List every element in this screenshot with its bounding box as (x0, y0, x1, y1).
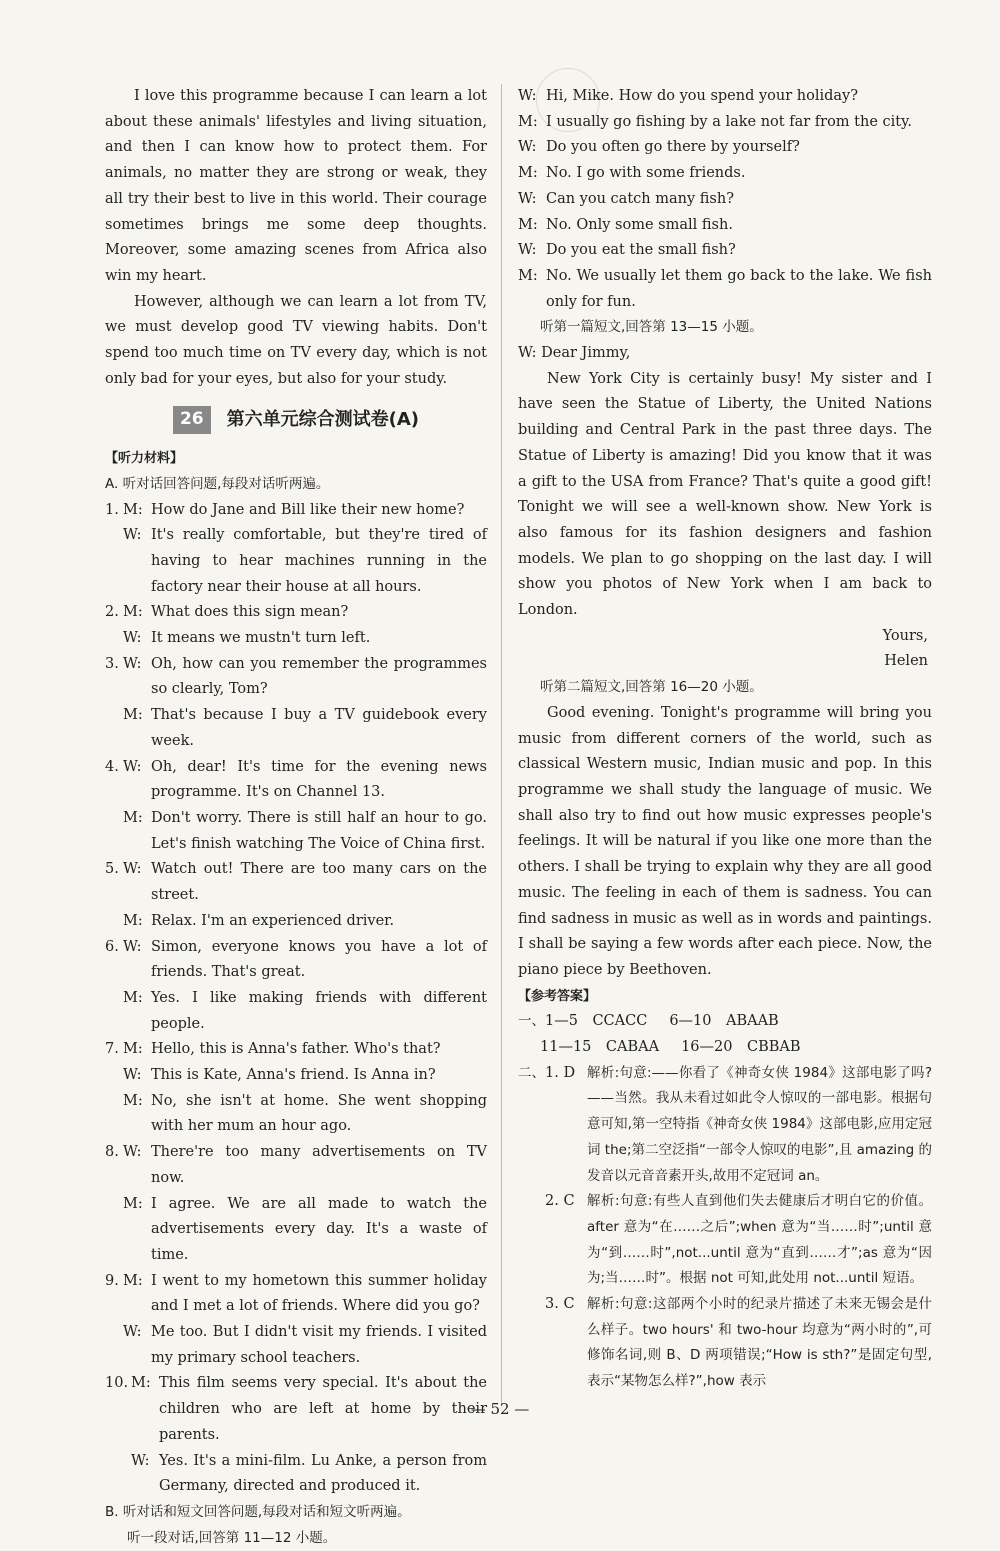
line-text: Hi, Mike. How do you spend your holiday? (546, 88, 859, 104)
speaker: M: (123, 1092, 143, 1109)
explanation-list (545, 1061, 932, 1395)
passage2-instruction: 听第二篇短文,回答第 16—20 小题。 (540, 679, 763, 696)
part-b-subinstruction: 听一段对话,回答第 11—12 小题。 (127, 1529, 337, 1546)
item-number: 10. (105, 1375, 129, 1392)
dialogue-reply (131, 1449, 487, 1500)
essay-paragraph: However, although we can learn a lot from TV, we must develop good TV viewing habits. Don't spend too much time on TV every day, which is not only bad for your eyes, but also for your study. (105, 293, 487, 387)
dialogue-item (105, 857, 487, 908)
dialogue-item (105, 652, 487, 703)
listening-heading: 【听力材料】 (105, 451, 184, 467)
answer-group: 11—15 CABAA (540, 1039, 660, 1056)
dialogue-item (105, 600, 487, 626)
line-text: No, she isn't at home. She went shopping with her mum an hour ago. (151, 1092, 487, 1135)
dialogue-reply (123, 523, 487, 600)
line-text: What does this sign mean? (151, 604, 349, 621)
dialogue-line (518, 110, 932, 136)
speaker: M: (123, 912, 143, 929)
speaker: W: (131, 1452, 150, 1469)
speaker: M: (518, 216, 538, 233)
answer-section-label: 二、 (518, 1064, 545, 1081)
item-number: 2. (105, 604, 119, 621)
dialogue-line (518, 187, 932, 213)
explanation-text: 解析:句意:——你看了《神奇女侠 1984》这部电影了吗?——当然。我从未看过如此令人惊叹的一部电影。根据句意可知,第一空特指《神奇女侠 1984》这部电影,应用定冠词 the;第二空泛指“一部令人惊叹的电影”,且 amazing 的发音以元音音素开头,故用不定冠词 an。 (587, 1064, 933, 1184)
line-text: That's because I buy a TV guidebook every week. (151, 707, 487, 749)
answer-row (518, 1035, 932, 1061)
speaker: M: (123, 809, 143, 826)
line-text: Yes. I like making friends with different people. (151, 989, 487, 1032)
explanation-item (545, 1292, 932, 1395)
line-text: It's really comfortable, but they're tired of having to hear machines running in the factory near their house at all hours. (151, 527, 487, 595)
speaker: M: (123, 1272, 143, 1289)
speaker: M: (123, 707, 143, 724)
line-text: I usually go fishing by a lake not far from the city. (546, 113, 912, 130)
dialogue-item (105, 1140, 487, 1191)
speaker: W: (123, 1324, 142, 1341)
item-number: 4. (105, 758, 119, 775)
item-number: 5. (105, 861, 119, 878)
explanation-block (518, 1061, 932, 1395)
dialogue-line (518, 213, 932, 239)
explanation-item (545, 1061, 932, 1190)
dialogue-item (105, 755, 487, 806)
dialogue-line (518, 264, 932, 315)
page-number: — 52 — (470, 1400, 530, 1418)
item-number: 3. (105, 655, 119, 672)
explanation-text: 解析:句意:有些人直到他们失去健康后才明白它的价值。after 意为“在……之后”;when 意为“当……时”;until 意为“到……时”,not...until 意为“直到……才”;as 意为“因为;当……时”。根据 not 可知,此处用 not...until 短语。 (587, 1193, 932, 1287)
dialogue-line (518, 238, 932, 264)
dialogue-line (518, 135, 932, 161)
letter-closing: Yours, (882, 627, 928, 644)
speaker: M: (123, 501, 143, 518)
passage2-body: Good evening. Tonight's programme will bring you music from different corners of the world, such as classical Western music, Indian music and pop. In this programme we shall study the language of music. We shall also try to find out how music expresses people's feelings. It will be natural if you like one more than the others. I shall be trying to explain why they are all good music. The feeling in each of them is sadness. You can find sadness in music as well as in words and paintings. I shall be saying a few words after each piece. Now, the piano piece by Beethoven. (518, 704, 932, 978)
line-text: Do you often go there by yourself? (546, 139, 800, 156)
dialogue-item (105, 1269, 487, 1320)
dialogue-reply (123, 806, 487, 857)
speaker: M: (518, 113, 538, 130)
dialogue-reply (123, 1089, 487, 1140)
line-text: I agree. We are all made to watch the advertisements every day. It's a waste of time. (151, 1195, 487, 1263)
left-column (105, 84, 487, 1551)
speaker: M: (123, 604, 143, 621)
answer-group: 6—10 ABAAB (669, 1013, 779, 1030)
right-column (518, 84, 932, 1395)
answers-heading: 【参考答案】 (518, 988, 597, 1004)
item-number: 6. (105, 938, 119, 955)
line-text: There're too many advertisements on TV now. (151, 1144, 487, 1186)
line-text: I went to my hometown this summer holiday and I met a lot of friends. Where did you go? (151, 1272, 487, 1315)
speaker: W: (123, 938, 142, 955)
line-text: Simon, everyone knows you have a lot of friends. That's great. (151, 938, 487, 981)
speaker: W: (123, 655, 142, 672)
speaker: W: (123, 1144, 142, 1161)
speaker: M: (518, 267, 538, 284)
speaker: W: (518, 139, 537, 156)
speaker: W: (123, 527, 142, 544)
item-number: 8. (105, 1144, 119, 1161)
line-text: This film seems very special. It's about the children who are left at home by their parents. (159, 1375, 487, 1443)
fishing-dialogue (518, 84, 932, 315)
speaker: M: (131, 1375, 151, 1392)
dialogue-reply (123, 1320, 487, 1371)
line-text: It means we mustn't turn left. (151, 630, 371, 647)
answer-section-label: 一、 (518, 1013, 545, 1030)
line-text: This is Kate, Anna's friend. Is Anna in? (151, 1067, 436, 1084)
answer-group: 1—5 CCACC (545, 1013, 648, 1030)
line-text: Me too. But I didn't visit my friends. I visited my primary school teachers. (151, 1324, 487, 1366)
line-text: How do Jane and Bill like their new home? (151, 501, 465, 518)
speaker: W: (123, 758, 142, 775)
answer-row (518, 1009, 932, 1035)
dialogue-list (105, 498, 487, 1500)
line-text: Watch out! There are too many cars on the street. (151, 861, 487, 904)
speaker: W: (123, 861, 142, 878)
explanation-item (545, 1189, 932, 1292)
letter-body: New York City is certainly busy! My sister and I have seen the Statue of Liberty, the United Nations building and Central Park in the past three days. The Statue of Liberty is amazing! Did you know that it was a gift to the USA from France? That's quite a good gift! Tonight we will see a well-known show. New York is also famous for its fashion designers and fashion models. We plan to go shopping on the last day. I will show you photos of New York when I am back to London. (518, 370, 932, 619)
dialogue-reply (123, 1192, 487, 1269)
dialogue-reply (123, 909, 487, 935)
line-text: No. We usually let them go back to the lake. We fish only for fun. (546, 267, 932, 310)
letter-greeting: W: Dear Jimmy, (518, 345, 631, 362)
speaker: W: (518, 88, 537, 104)
section-heading (105, 406, 487, 434)
item-number: 1. (105, 501, 119, 518)
item-number: 9. (105, 1272, 119, 1289)
dialogue-reply (123, 626, 487, 652)
letter-signature: Helen (884, 653, 928, 670)
dialogue-line (518, 84, 932, 110)
answer-key: 2. C (545, 1193, 575, 1210)
part-a-instruction: A. 听对话回答问题,每段对话听两遍。 (105, 475, 330, 492)
section-title: 第六单元综合测试卷(A) (226, 409, 420, 431)
item-number: 7. (105, 1041, 119, 1058)
explanation-text: 解析:句意:这部两个小时的纪录片描述了未来无锡会是什么样子。two hours' 和 two-hour 均意为“两小时的”,可修饰名词,则 B、D 两项错误;“How is sth?”是固定句型,表示“某物怎么样?”,how 表示 (587, 1296, 932, 1390)
dialogue-reply (123, 986, 487, 1037)
essay-paragraph: I love this programme because I can learn a lot about these animals' lifestyles and living situation, and then I can know how to protect them. For animals, no matter they are strong or weak, they all try their best to live in this world. Their courage sometimes brings me some deep thoughts. Moreover, some amazing scenes from Africa also win my heart. (105, 88, 487, 284)
line-text: Hello, this is Anna's father. Who's that? (151, 1041, 441, 1058)
dialogue-item (105, 935, 487, 986)
line-text: Yes. It's a mini-film. Lu Anke, a person from Germany, directed and produced it. (159, 1452, 487, 1495)
speaker: M: (123, 1195, 143, 1212)
speaker: M: (123, 989, 143, 1006)
speaker: W: (518, 190, 537, 207)
answer-key: 1. D (545, 1064, 576, 1081)
speaker: M: (518, 165, 538, 182)
line-text: Do you eat the small fish? (546, 242, 736, 259)
speaker: W: (518, 242, 537, 259)
dialogue-reply (123, 1063, 487, 1089)
line-text: No. Only some small fish. (546, 216, 733, 233)
line-text: Oh, dear! It's time for the evening news programme. It's on Channel 13. (151, 758, 487, 801)
dialogue-item (105, 498, 487, 524)
section-number: 26 (173, 406, 211, 434)
line-text: Oh, how can you remember the programmes so clearly, Tom? (151, 655, 487, 698)
speaker: W: (123, 1067, 142, 1084)
speaker: W: (123, 630, 142, 647)
dialogue-line (518, 161, 932, 187)
answer-group: 16—20 CBBAB (681, 1039, 801, 1056)
line-text: Don't worry. There is still half an hour to go. Let's finish watching The Voice of China first. (151, 809, 487, 852)
line-text: Can you catch many fish? (546, 190, 734, 207)
answer-key: 3. C (545, 1296, 575, 1313)
speaker: M: (123, 1041, 143, 1058)
part-b-instruction: B. 听对话和短文回答问题,每段对话和短文听两遍。 (105, 1503, 411, 1520)
answer-indent (518, 1035, 540, 1061)
passage1-instruction: 听第一篇短文,回答第 13—15 小题。 (540, 319, 763, 336)
dialogue-item (105, 1037, 487, 1063)
line-text: No. I go with some friends. (546, 165, 746, 182)
dialogue-reply (123, 703, 487, 754)
column-divider (501, 84, 502, 1404)
line-text: Relax. I'm an experienced driver. (151, 912, 395, 929)
